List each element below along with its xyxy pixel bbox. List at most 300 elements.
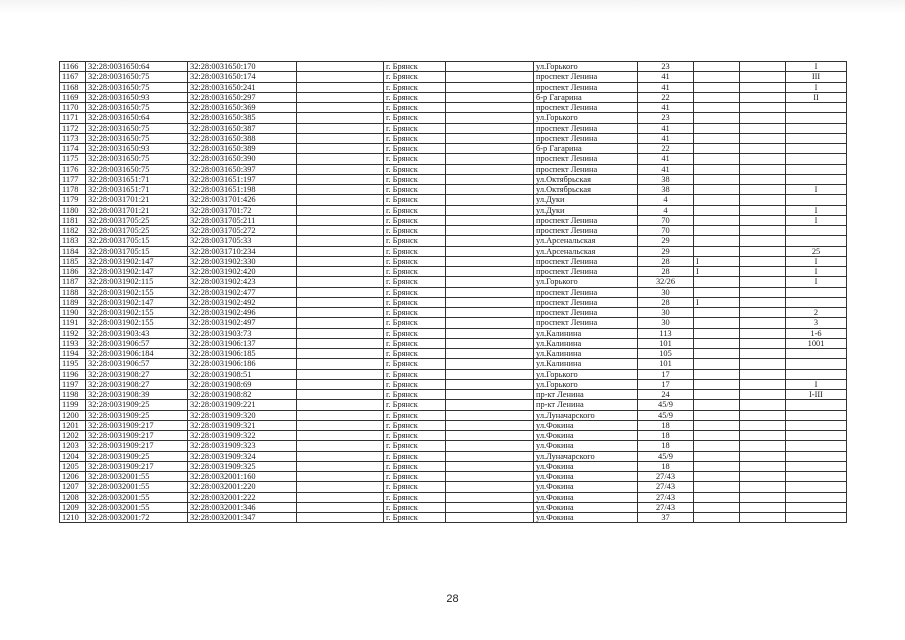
apartment-cell	[786, 133, 847, 143]
row-number: 1197	[60, 379, 86, 389]
cadastral-number: 32:28:0031705:33	[188, 236, 297, 246]
extra-cell: I	[694, 256, 740, 266]
quarter-number: 32:28:0032001:55	[86, 492, 188, 502]
quarter-number: 32:28:0031705:15	[86, 236, 188, 246]
city-cell: г. Брянск	[384, 513, 446, 523]
house-cell: 38	[638, 185, 694, 195]
apartment-cell	[786, 400, 847, 410]
city-cell: г. Брянск	[384, 338, 446, 348]
apartment-cell: 25	[786, 246, 847, 256]
table-row	[60, 256, 847, 266]
street-cell: пр-кт Ленина	[534, 400, 638, 410]
empty-cell	[740, 441, 786, 451]
house-cell: 27/43	[638, 492, 694, 502]
empty-cell	[740, 277, 786, 287]
quarter-number: 32:28:0031650:64	[86, 113, 188, 123]
extra-cell	[694, 308, 740, 318]
table-row	[60, 359, 847, 369]
house-cell: 45/9	[638, 400, 694, 410]
empty-cell	[297, 461, 384, 471]
row-number: 1174	[60, 144, 86, 154]
cadastral-number: 32:28:0031710:234	[188, 246, 297, 256]
street-cell: проспект Ленина	[534, 154, 638, 164]
empty-cell	[297, 133, 384, 143]
empty-cell	[446, 349, 534, 359]
empty-cell	[297, 246, 384, 256]
cadastral-number: 32:28:0031651:198	[188, 185, 297, 195]
empty-cell	[446, 246, 534, 256]
table-row	[60, 144, 847, 154]
quarter-number: 32:28:0031650:75	[86, 123, 188, 133]
apartment-cell	[786, 420, 847, 430]
apartment-cell: 2	[786, 308, 847, 318]
quarter-number: 32:28:0031909:25	[86, 400, 188, 410]
extra-cell	[694, 205, 740, 215]
row-number: 1199	[60, 400, 86, 410]
row-number: 1184	[60, 246, 86, 256]
quarter-number: 32:28:0031902:147	[86, 267, 188, 277]
empty-cell	[740, 308, 786, 318]
extra-cell	[694, 338, 740, 348]
house-cell: 41	[638, 82, 694, 92]
empty-cell	[740, 72, 786, 82]
quarter-number: 32:28:0031903:43	[86, 328, 188, 338]
table-row	[60, 472, 847, 482]
quarter-number: 32:28:0031908:27	[86, 379, 188, 389]
city-cell: г. Брянск	[384, 267, 446, 277]
quarter-number: 32:28:0031651:71	[86, 174, 188, 184]
house-cell: 30	[638, 287, 694, 297]
empty-cell	[297, 349, 384, 359]
cadastral-number: 32:28:0031908:82	[188, 390, 297, 400]
house-cell: 28	[638, 297, 694, 307]
extra-cell	[694, 215, 740, 225]
empty-cell	[740, 144, 786, 154]
empty-cell	[297, 482, 384, 492]
row-number: 1188	[60, 287, 86, 297]
cadastral-number: 32:28:0031906:185	[188, 349, 297, 359]
street-cell: ул.Октябрьская	[534, 174, 638, 184]
apartment-cell	[786, 369, 847, 379]
table-row	[60, 205, 847, 215]
extra-cell	[694, 154, 740, 164]
street-cell: проспект Ленина	[534, 267, 638, 277]
row-number: 1179	[60, 195, 86, 205]
cadastral-number: 32:28:0031902:420	[188, 267, 297, 277]
city-cell: г. Брянск	[384, 123, 446, 133]
street-cell: б-р Гагарина	[534, 144, 638, 154]
empty-cell	[446, 441, 534, 451]
empty-cell	[446, 482, 534, 492]
row-number: 1193	[60, 338, 86, 348]
empty-cell	[740, 472, 786, 482]
scan-edge	[0, 0, 905, 14]
table-row	[60, 226, 847, 236]
empty-cell	[446, 215, 534, 225]
cadastral-number: 32:28:0031902:423	[188, 277, 297, 287]
city-cell: г. Брянск	[384, 349, 446, 359]
row-number: 1178	[60, 185, 86, 195]
apartment-cell: I	[786, 62, 847, 72]
empty-cell	[740, 236, 786, 246]
street-cell: проспект Ленина	[534, 215, 638, 225]
empty-cell	[297, 420, 384, 430]
street-cell: проспект Ленина	[534, 133, 638, 143]
cadastral-number: 32:28:0031650:389	[188, 144, 297, 154]
city-cell: г. Брянск	[384, 185, 446, 195]
empty-cell	[446, 123, 534, 133]
street-cell: ул.Арсенальская	[534, 236, 638, 246]
apartment-cell: II	[786, 92, 847, 102]
street-cell: б-р Гагарина	[534, 92, 638, 102]
city-cell: г. Брянск	[384, 226, 446, 236]
empty-cell	[297, 72, 384, 82]
extra-cell	[694, 164, 740, 174]
house-cell: 29	[638, 236, 694, 246]
empty-cell	[446, 472, 534, 482]
street-cell: ул.Калинина	[534, 328, 638, 338]
apartment-cell: I	[786, 205, 847, 215]
street-cell: ул.Горького	[534, 369, 638, 379]
quarter-number: 32:28:0032001:55	[86, 502, 188, 512]
empty-cell	[740, 349, 786, 359]
extra-cell	[694, 144, 740, 154]
row-number: 1168	[60, 82, 86, 92]
table-row	[60, 164, 847, 174]
quarter-number: 32:28:0031906:57	[86, 359, 188, 369]
street-cell: пр-кт Ленина	[534, 390, 638, 400]
quarter-number: 32:28:0031701:21	[86, 195, 188, 205]
extra-cell	[694, 451, 740, 461]
table-row	[60, 103, 847, 113]
table-row	[60, 174, 847, 184]
empty-cell	[297, 451, 384, 461]
empty-cell	[740, 62, 786, 72]
house-cell: 101	[638, 359, 694, 369]
quarter-number: 32:28:0031701:21	[86, 205, 188, 215]
house-cell: 41	[638, 72, 694, 82]
empty-cell	[446, 267, 534, 277]
city-cell: г. Брянск	[384, 420, 446, 430]
row-number: 1204	[60, 451, 86, 461]
empty-cell	[446, 287, 534, 297]
house-cell: 30	[638, 318, 694, 328]
cadastral-number: 32:28:0031906:186	[188, 359, 297, 369]
apartment-cell	[786, 226, 847, 236]
cadastral-number: 32:28:0031650:397	[188, 164, 297, 174]
page-number: 28	[446, 593, 459, 605]
apartment-cell	[786, 492, 847, 502]
table-row	[60, 461, 847, 471]
empty-cell	[297, 226, 384, 236]
empty-cell	[740, 246, 786, 256]
quarter-number: 32:28:0031650:64	[86, 62, 188, 72]
apartment-cell: I	[786, 379, 847, 389]
extra-cell	[694, 133, 740, 143]
row-number: 1183	[60, 236, 86, 246]
quarter-number: 32:28:0031650:93	[86, 92, 188, 102]
empty-cell	[446, 256, 534, 266]
cadastral-number: 32:28:0031908:51	[188, 369, 297, 379]
row-number: 1187	[60, 277, 86, 287]
empty-cell	[297, 236, 384, 246]
cadastral-number: 32:28:0031705:211	[188, 215, 297, 225]
empty-cell	[297, 267, 384, 277]
city-cell: г. Брянск	[384, 246, 446, 256]
empty-cell	[740, 287, 786, 297]
empty-cell	[446, 379, 534, 389]
apartment-cell	[786, 297, 847, 307]
extra-cell: I	[694, 267, 740, 277]
house-cell: 18	[638, 441, 694, 451]
row-number: 1208	[60, 492, 86, 502]
apartment-cell: III	[786, 72, 847, 82]
cadastral-number: 32:28:0031902:330	[188, 256, 297, 266]
street-cell: проспект Ленина	[534, 123, 638, 133]
street-cell: проспект Ленина	[534, 164, 638, 174]
apartment-cell	[786, 502, 847, 512]
empty-cell	[740, 103, 786, 113]
apartment-cell	[786, 359, 847, 369]
empty-cell	[297, 379, 384, 389]
city-cell: г. Брянск	[384, 502, 446, 512]
row-number: 1209	[60, 502, 86, 512]
table-row	[60, 431, 847, 441]
house-cell: 37	[638, 513, 694, 523]
empty-cell	[297, 338, 384, 348]
city-cell: г. Брянск	[384, 400, 446, 410]
quarter-number: 32:28:0031705:25	[86, 215, 188, 225]
house-cell: 113	[638, 328, 694, 338]
extra-cell	[694, 103, 740, 113]
empty-cell	[740, 195, 786, 205]
street-cell: ул.Фокина	[534, 513, 638, 523]
extra-cell: I	[694, 297, 740, 307]
quarter-number: 32:28:0031902:147	[86, 297, 188, 307]
house-cell: 30	[638, 308, 694, 318]
table-row	[60, 410, 847, 420]
cadastral-number: 32:28:0031909:324	[188, 451, 297, 461]
row-number: 1171	[60, 113, 86, 123]
house-cell: 22	[638, 144, 694, 154]
empty-cell	[297, 472, 384, 482]
house-cell: 18	[638, 420, 694, 430]
extra-cell	[694, 349, 740, 359]
empty-cell	[297, 62, 384, 72]
house-cell: 4	[638, 195, 694, 205]
extra-cell	[694, 287, 740, 297]
house-cell: 24	[638, 390, 694, 400]
extra-cell	[694, 277, 740, 287]
quarter-number: 32:28:0031908:39	[86, 390, 188, 400]
house-cell: 101	[638, 338, 694, 348]
city-cell: г. Брянск	[384, 236, 446, 246]
empty-cell	[446, 502, 534, 512]
apartment-cell: I	[786, 277, 847, 287]
table-row	[60, 369, 847, 379]
house-cell: 18	[638, 431, 694, 441]
empty-cell	[740, 256, 786, 266]
row-number: 1177	[60, 174, 86, 184]
empty-cell	[740, 185, 786, 195]
apartment-cell	[786, 461, 847, 471]
city-cell: г. Брянск	[384, 390, 446, 400]
table-row	[60, 400, 847, 410]
table-row	[60, 113, 847, 123]
empty-cell	[297, 308, 384, 318]
table-row	[60, 390, 847, 400]
city-cell: г. Брянск	[384, 113, 446, 123]
house-cell: 38	[638, 174, 694, 184]
street-cell: проспект Ленина	[534, 308, 638, 318]
empty-cell	[446, 185, 534, 195]
house-cell: 4	[638, 205, 694, 215]
city-cell: г. Брянск	[384, 174, 446, 184]
empty-cell	[446, 174, 534, 184]
apartment-cell: I	[786, 82, 847, 92]
extra-cell	[694, 390, 740, 400]
extra-cell	[694, 472, 740, 482]
city-cell: г. Брянск	[384, 62, 446, 72]
empty-cell	[446, 113, 534, 123]
row-number: 1170	[60, 103, 86, 113]
empty-cell	[740, 113, 786, 123]
empty-cell	[740, 92, 786, 102]
apartment-cell	[786, 154, 847, 164]
row-number: 1181	[60, 215, 86, 225]
table-row	[60, 215, 847, 225]
empty-cell	[446, 308, 534, 318]
apartment-cell: I	[786, 256, 847, 266]
quarter-number: 32:28:0031650:75	[86, 82, 188, 92]
empty-cell	[446, 328, 534, 338]
apartment-cell	[786, 164, 847, 174]
quarter-number: 32:28:0031705:25	[86, 226, 188, 236]
extra-cell	[694, 82, 740, 92]
row-number: 1200	[60, 410, 86, 420]
extra-cell	[694, 359, 740, 369]
row-number: 1167	[60, 72, 86, 82]
extra-cell	[694, 461, 740, 471]
extra-cell	[694, 513, 740, 523]
street-cell: ул.Фокина	[534, 431, 638, 441]
quarter-number: 32:28:0031650:75	[86, 164, 188, 174]
empty-cell	[297, 185, 384, 195]
empty-cell	[740, 410, 786, 420]
extra-cell	[694, 185, 740, 195]
cadastral-number: 32:28:0032001:222	[188, 492, 297, 502]
quarter-number: 32:28:0031906:184	[86, 349, 188, 359]
row-number: 1180	[60, 205, 86, 215]
empty-cell	[297, 205, 384, 215]
cadastral-number: 32:28:0031902:477	[188, 287, 297, 297]
empty-cell	[297, 113, 384, 123]
extra-cell	[694, 420, 740, 430]
empty-cell	[446, 103, 534, 113]
empty-cell	[740, 215, 786, 225]
house-cell: 23	[638, 113, 694, 123]
registry-table	[59, 61, 847, 523]
empty-cell	[446, 369, 534, 379]
empty-cell	[446, 461, 534, 471]
house-cell: 27/43	[638, 502, 694, 512]
extra-cell	[694, 379, 740, 389]
cadastral-number: 32:28:0031909:325	[188, 461, 297, 471]
row-number: 1173	[60, 133, 86, 143]
cadastral-number: 32:28:0031705:272	[188, 226, 297, 236]
quarter-number: 32:28:0031902:155	[86, 308, 188, 318]
row-number: 1205	[60, 461, 86, 471]
extra-cell	[694, 328, 740, 338]
table-row	[60, 338, 847, 348]
extra-cell	[694, 318, 740, 328]
cadastral-number: 32:28:0031650:170	[188, 62, 297, 72]
quarter-number: 32:28:0031908:27	[86, 369, 188, 379]
row-number: 1202	[60, 431, 86, 441]
empty-cell	[446, 72, 534, 82]
house-cell: 27/43	[638, 482, 694, 492]
empty-cell	[740, 390, 786, 400]
empty-cell	[297, 144, 384, 154]
street-cell: ул.Луначарского	[534, 451, 638, 461]
cadastral-number: 32:28:0031903:73	[188, 328, 297, 338]
empty-cell	[297, 195, 384, 205]
table-row	[60, 72, 847, 82]
empty-cell	[446, 154, 534, 164]
house-cell: 17	[638, 379, 694, 389]
cadastral-number: 32:28:0031650:385	[188, 113, 297, 123]
empty-cell	[446, 92, 534, 102]
empty-cell	[446, 318, 534, 328]
street-cell: ул.Горького	[534, 113, 638, 123]
street-cell: ул.Калинина	[534, 359, 638, 369]
table-row	[60, 246, 847, 256]
street-cell: ул.Фокина	[534, 441, 638, 451]
street-cell: проспект Ленина	[534, 82, 638, 92]
cadastral-number: 32:28:0031650:390	[188, 154, 297, 164]
empty-cell	[740, 461, 786, 471]
empty-cell	[446, 400, 534, 410]
city-cell: г. Брянск	[384, 492, 446, 502]
cadastral-number: 32:28:0031908:69	[188, 379, 297, 389]
empty-cell	[740, 328, 786, 338]
empty-cell	[297, 410, 384, 420]
empty-cell	[297, 513, 384, 523]
empty-cell	[740, 267, 786, 277]
empty-cell	[446, 164, 534, 174]
empty-cell	[446, 410, 534, 420]
street-cell: ул.Дуки	[534, 205, 638, 215]
quarter-number: 32:28:0031909:217	[86, 441, 188, 451]
cadastral-number: 32:28:0031650:297	[188, 92, 297, 102]
extra-cell	[694, 236, 740, 246]
empty-cell	[740, 226, 786, 236]
empty-cell	[297, 369, 384, 379]
table-row	[60, 92, 847, 102]
city-cell: г. Брянск	[384, 482, 446, 492]
apartment-cell: 1-6	[786, 328, 847, 338]
apartment-cell	[786, 236, 847, 246]
empty-cell	[446, 226, 534, 236]
row-number: 1195	[60, 359, 86, 369]
city-cell: г. Брянск	[384, 369, 446, 379]
apartment-cell: I	[786, 185, 847, 195]
quarter-number: 32:28:0031909:217	[86, 420, 188, 430]
house-cell: 18	[638, 461, 694, 471]
cadastral-number: 32:28:0031909:323	[188, 441, 297, 451]
empty-cell	[297, 287, 384, 297]
cadastral-number: 32:28:0032001:220	[188, 482, 297, 492]
